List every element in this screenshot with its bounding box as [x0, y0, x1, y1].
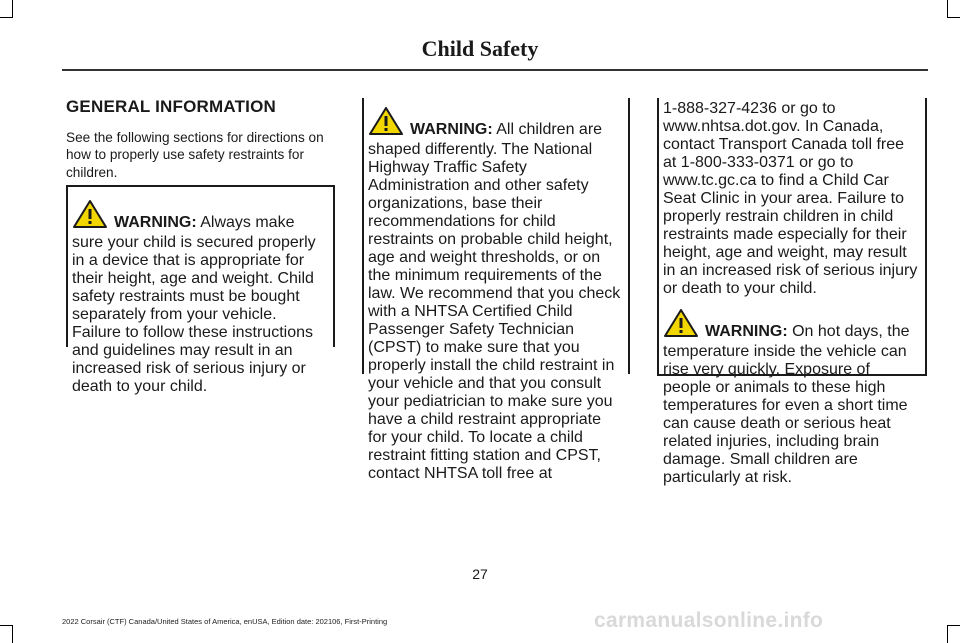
page-number: 27	[472, 566, 488, 582]
crop-mark	[12, 0, 13, 18]
warning-triangle-icon	[72, 199, 108, 234]
warning-label: WARNING:	[410, 121, 493, 138]
watermark: carmanualsonline.info	[594, 609, 824, 632]
crop-mark	[947, 625, 960, 626]
page-title: Child Safety	[421, 36, 539, 61]
footer-text: 2022 Corsair (CTF) Canada/United States of America, enUSA, Edition date: 202106, First-Printing	[62, 617, 388, 626]
warning-triangle-icon	[368, 106, 404, 141]
crop-mark	[0, 17, 13, 18]
warning-text: On hot days, the temperature inside the vehicle can rise very quickly. Exposure of people or animals to these high temperatures for even a short time can cause death or serious heat related injuries, including brain damage. Small children are particularly at risk.	[663, 323, 910, 486]
warning-text: Always make sure your child is secured properly in a device that is appropriate for their height, age and weight. Child safety restraints must be bought separately from your vehicle. Failure to follow these instructions and guidelines may result in an increased risk of serious injury or death to your child.	[72, 214, 316, 395]
crop-mark	[12, 625, 13, 643]
crop-mark	[947, 0, 948, 18]
continued-warning-text: 1-888-327-4236 or go to www.nhtsa.dot.gov. In Canada, contact Transport Canada toll free at 1-800-333-0371 or go to www.tc.gc.ca to find a Child Car Seat Clinic in your area. Failure to properly restrain children in child restraints made especially for their height, age and weight, may result in an increased risk of serious injury or death to your child.	[663, 100, 918, 297]
warning-triangle-icon	[663, 308, 699, 343]
warning-label: WARNING:	[705, 323, 788, 340]
warning-label: WARNING:	[114, 214, 197, 231]
crop-mark	[947, 625, 948, 643]
intro-paragraph: See the following sections for directions on how to properly use safety restraints for children.	[66, 130, 324, 180]
warning-box-right	[657, 98, 927, 486]
section-heading: GENERAL INFORMATION	[66, 97, 276, 116]
header-divider	[62, 69, 928, 71]
crop-mark	[947, 17, 960, 18]
warning-box-middle	[362, 98, 630, 482]
warning-text: All children are shaped differently. The National Highway Traffic Safety Administration and other safety organizations, base their recommendations for child restraints on probable child height, age and weight thresholds, or on the minimum requirements of the law. We recommend that you check with a NHTSA Certified Child Passenger Safety Technician (CPST) to make sure that you properly install the child restraint in your vehicle and that you consult your pediatrician to make sure you have a child restraint appropriate for your child. To locate a child restraint fitting station and CPST, contact NHTSA toll free at	[368, 121, 621, 482]
crop-mark	[0, 625, 13, 626]
left-column	[66, 98, 338, 181]
warning-box-left	[66, 185, 335, 395]
